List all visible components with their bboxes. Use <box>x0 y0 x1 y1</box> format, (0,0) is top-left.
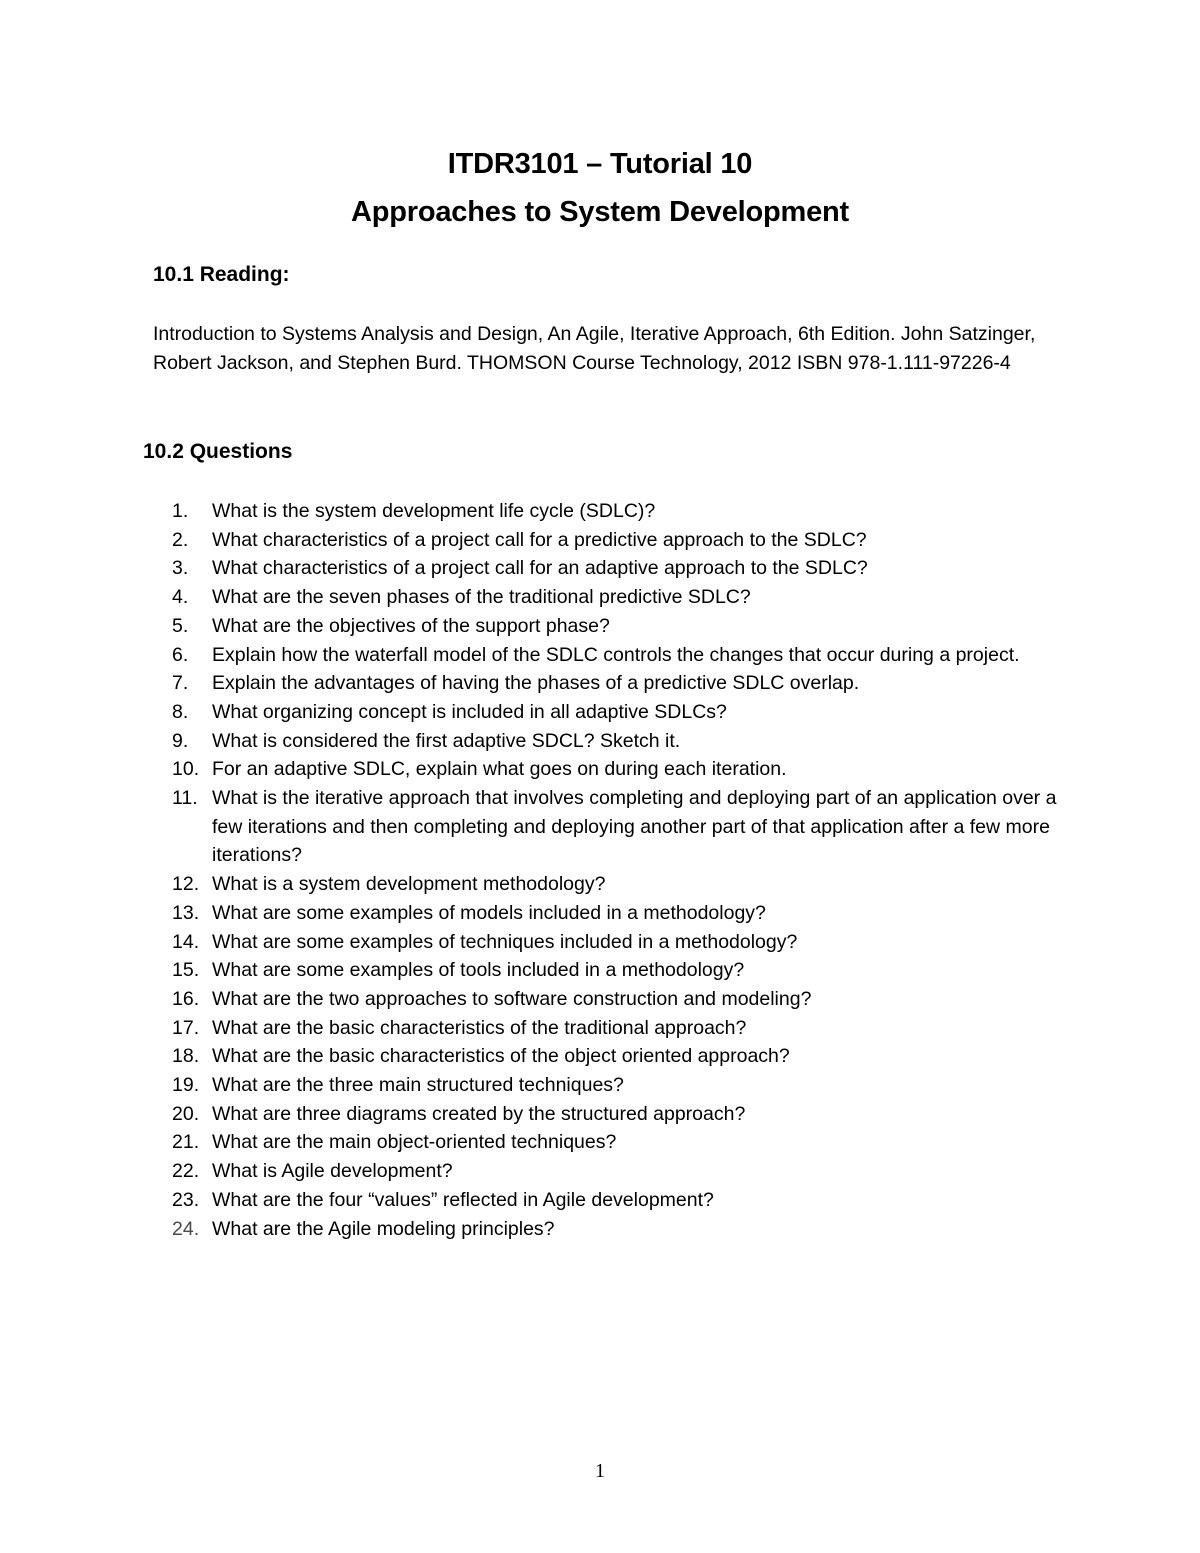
question-number: 12. <box>172 873 200 896</box>
question-number: 6. <box>172 643 189 666</box>
question-text: Explain how the waterfall model of the SDLC controls the changes that occur during a project. <box>212 643 1020 666</box>
question-text: What are the three main structured techniques? <box>212 1074 624 1097</box>
question-item <box>172 870 1072 899</box>
question-number: 15. <box>172 959 200 982</box>
question-text: What are three diagrams created by the structured approach? <box>212 1102 746 1125</box>
question-number: 20. <box>172 1102 200 1125</box>
question-item <box>172 612 1072 641</box>
question-text: What organizing concept is included in all adaptive SDLCs? <box>212 700 727 723</box>
question-number: 5. <box>172 614 189 637</box>
question-item <box>172 985 1072 1014</box>
question-text: What are the Agile modeling principles? <box>212 1217 555 1240</box>
question-number: 23. <box>172 1188 200 1211</box>
question-text: What characteristics of a project call for an adaptive approach to the SDLC? <box>212 557 868 580</box>
question-text: What are the objectives of the support phase? <box>212 614 610 637</box>
reading-heading: 10.1 Reading: <box>153 263 290 286</box>
question-number: 11. <box>172 787 198 810</box>
question-item <box>172 727 1072 756</box>
question-item <box>172 554 1072 583</box>
question-item <box>172 755 1072 784</box>
question-text: What is a system development methodology? <box>212 873 606 896</box>
question-text: What are some examples of models included in a methodology? <box>212 901 766 924</box>
question-number: 22. <box>172 1160 200 1183</box>
question-item <box>172 526 1072 555</box>
question-number: 16. <box>172 987 200 1010</box>
question-text: What is the system development life cycle (SDLC)? <box>212 500 656 522</box>
question-number: 3. <box>172 557 189 580</box>
question-number: 1. <box>172 500 189 522</box>
question-number: 18. <box>172 1045 200 1068</box>
question-number: 8. <box>172 700 189 723</box>
question-item <box>172 497 1072 526</box>
question-number: 2. <box>172 528 189 551</box>
question-item <box>172 899 1072 928</box>
question-number: 9. <box>172 729 189 752</box>
question-number: 24. <box>172 1217 200 1240</box>
question-item <box>172 1186 1072 1215</box>
question-text: What are the four “values” reflected in Agile development? <box>212 1188 714 1211</box>
document-title: ITDR3101 – Tutorial 10 <box>447 148 753 180</box>
question-item <box>172 956 1072 985</box>
question-number: 4. <box>172 586 189 609</box>
reading-reference: Introduction to Systems Analysis and Design, An Agile, Iterative Approach, 6th Edition. John Satzinger, Robert Jackson, and Stephen Burd. THOMSON Course Technology, 2012 ISBN 978-1.111-97226-4 <box>153 323 1036 374</box>
question-text: What are some examples of tools included in a methodology? <box>212 959 745 982</box>
question-item <box>172 1042 1072 1071</box>
question-item <box>172 1014 1072 1043</box>
page-number: 1 <box>595 1460 605 1482</box>
question-item <box>172 1071 1072 1100</box>
question-item <box>172 1100 1072 1129</box>
question-item <box>172 698 1072 727</box>
question-number: 10. <box>172 758 200 781</box>
question-text: What are some examples of techniques included in a methodology? <box>212 930 798 953</box>
question-item <box>172 1157 1072 1186</box>
question-text: What are the main object-oriented techniques? <box>212 1131 617 1154</box>
question-text: Explain the advantages of having the phases of a predictive SDLC overlap. <box>212 672 860 695</box>
question-item <box>172 583 1072 612</box>
questions-heading: 10.2 Questions <box>143 440 293 463</box>
question-number: 21. <box>172 1131 200 1154</box>
question-text: What is considered the first adaptive SDCL? Sketch it. <box>212 729 681 752</box>
question-item <box>172 928 1072 957</box>
questions-list <box>172 497 1072 1243</box>
question-item <box>172 1215 1072 1244</box>
question-number: 13. <box>172 901 200 924</box>
question-text: What are the seven phases of the traditional predictive SDLC? <box>212 586 751 609</box>
question-text: What are the basic characteristics of the traditional approach? <box>212 1016 747 1039</box>
question-number: 14. <box>172 930 200 953</box>
question-number: 19. <box>172 1074 200 1097</box>
question-text: What is the iterative approach that involves completing and deploying part of an application over a few iterations and then completing and deploying another part of that application after a few more iterations? <box>212 787 1057 867</box>
question-item <box>172 669 1072 698</box>
question-text: What is Agile development? <box>212 1160 453 1183</box>
question-number: 7. <box>172 672 189 695</box>
question-number: 17. <box>172 1016 200 1039</box>
question-item <box>172 1128 1072 1157</box>
document-subtitle: Approaches to System Development <box>350 196 849 228</box>
question-item <box>172 784 1072 870</box>
question-item <box>172 641 1072 670</box>
question-text: What are the basic characteristics of the object oriented approach? <box>212 1045 790 1068</box>
question-text: What are the two approaches to software construction and modeling? <box>212 987 812 1010</box>
question-text: For an adaptive SDLC, explain what goes on during each iteration. <box>212 758 787 781</box>
question-text: What characteristics of a project call for a predictive approach to the SDLC? <box>212 528 867 551</box>
